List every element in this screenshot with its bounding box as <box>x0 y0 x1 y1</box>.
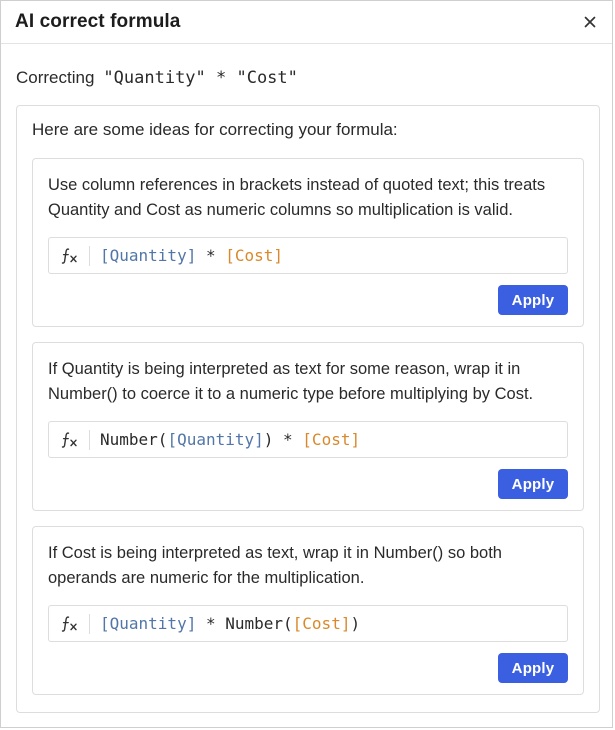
apply-button[interactable]: Apply <box>498 285 568 315</box>
fx-icon <box>61 245 83 267</box>
formula-token: [Quantity] <box>100 614 197 633</box>
dialog-title: AI correct formula <box>15 11 181 32</box>
ideas-panel <box>16 105 600 713</box>
fx-divider <box>89 246 90 266</box>
formula-token: [Quantity] <box>100 246 197 265</box>
close-icon <box>584 16 596 28</box>
fx-icon <box>61 613 83 635</box>
ideas-intro: Here are some ideas for correcting your formula: <box>32 120 398 139</box>
correcting-label: Correcting <box>16 68 95 87</box>
suggestion-text: If Cost is being interpreted as text, wrap it in Number() so both operands are numeric for the multiplication. <box>48 544 502 587</box>
formula-token: [Cost] <box>225 246 284 265</box>
formula-token: * <box>196 246 226 265</box>
original-formula: "Quantity" * "Cost" <box>103 68 298 88</box>
fx-divider <box>89 430 90 450</box>
apply-button[interactable]: Apply <box>498 469 568 499</box>
apply-button[interactable]: Apply <box>498 653 568 683</box>
suggestion-text: If Quantity is being interpreted as text for some reason, wrap it in Number() to coerce it to a numeric type before multiplying by Cost. <box>48 360 534 403</box>
suggestion-card <box>32 158 584 327</box>
close-button[interactable] <box>581 13 599 31</box>
suggestion-card <box>32 342 584 511</box>
apply-row <box>48 469 568 499</box>
suggested-formula-field <box>48 421 568 458</box>
suggested-formula <box>100 246 283 265</box>
apply-row <box>48 653 568 683</box>
suggested-formula-field <box>48 605 568 642</box>
formula-token: ) * <box>263 430 303 449</box>
apply-row <box>48 285 568 315</box>
formula-token: ) <box>350 614 361 633</box>
formula-token: Number( <box>100 430 168 449</box>
suggested-formula <box>100 614 360 633</box>
formula-token: [Cost] <box>292 614 351 633</box>
dialog-header <box>1 1 612 44</box>
formula-token: * Number( <box>196 614 293 633</box>
suggested-formula <box>100 430 360 449</box>
suggested-formula-field <box>48 237 568 274</box>
suggestion-card <box>32 526 584 695</box>
suggestion-text: Use column references in brackets instead of quoted text; this treats Quantity and Cost as numeric columns so multiplication is valid. <box>48 176 546 219</box>
fx-divider <box>89 614 90 634</box>
fx-icon <box>61 429 83 451</box>
formula-token: [Cost] <box>302 430 361 449</box>
formula-token: [Quantity] <box>167 430 264 449</box>
